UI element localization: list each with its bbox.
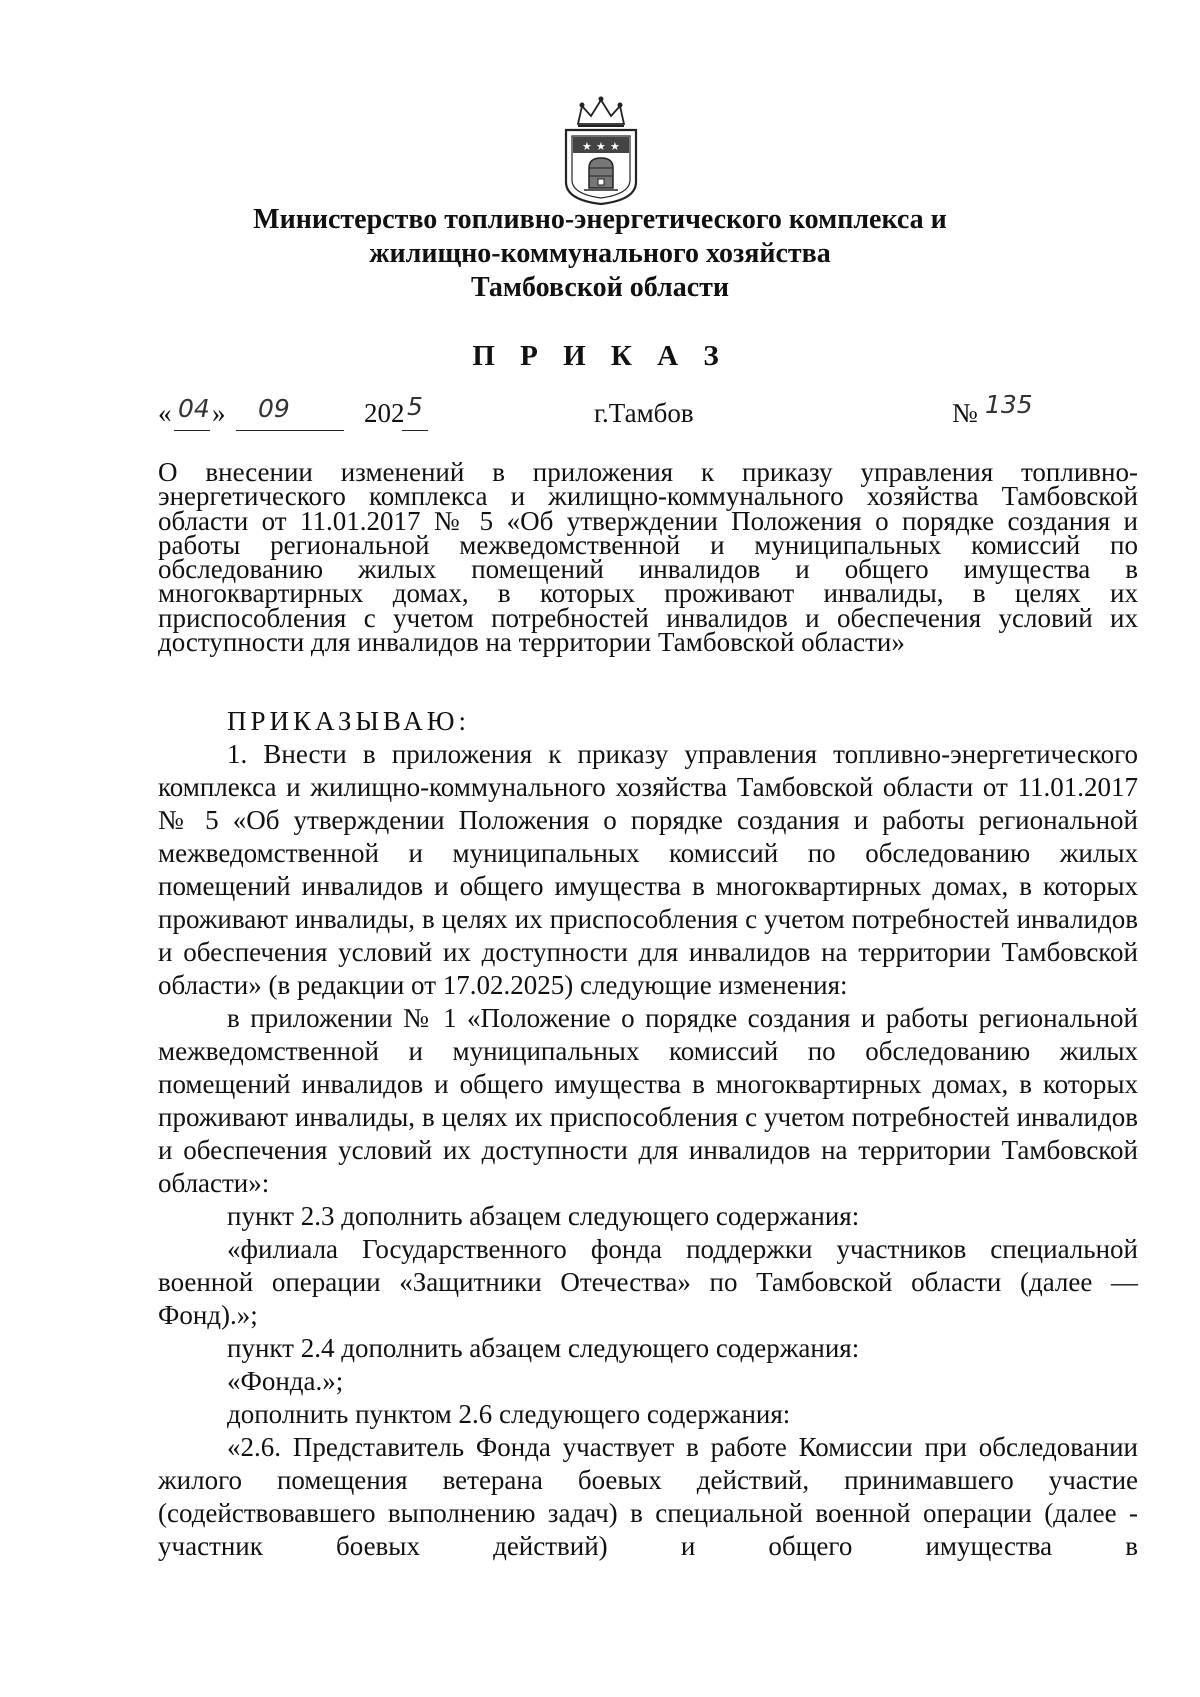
- day-underline: [174, 430, 210, 431]
- paragraph-7: дополнить пунктом 2.6 следующего содержания:: [227, 1399, 791, 1429]
- handwritten-number: 135: [985, 390, 1033, 419]
- coat-of-arms-icon: [556, 96, 646, 206]
- handwritten-year-digit: 5: [407, 392, 423, 421]
- paragraph-8: «2.6. Представитель Фонда участвует в работе Комиссии при обследовании жилого помещения ветерана боевых действий, принимавшего участие (содействовавшего выполнению задач) в специальной военной операции (далее - участник боевых действий) и общего имущества в: [158, 1432, 1138, 1561]
- number-label: №: [952, 398, 978, 428]
- paragraph-1: 1. Внести в приложения к приказу управления топливно-энергетического комплекса и жилищно-коммунального хозяйства Тамбовской области от 11.01.2017 № 5 «Об утверждении Положения о порядке создания и работы региональной межведомственной и муниципальных комиссий по обследованию жилых помещений инвалидов и общего имущества в многоквартирных домах, в которых проживают инвалиды, в целях их приспособления с учетом потребностей инвалидов и обеспечения условий их доступности для инвалидов на территории Тамбовской области» (в редакции от 17.02.2025) следующие изменения:: [158, 739, 1138, 1000]
- quote-open: «: [158, 398, 172, 428]
- order-body: [158, 705, 1138, 1563]
- handwritten-month: 09: [258, 394, 290, 423]
- svg-text:★: ★: [582, 140, 592, 153]
- city: г.Тамбов: [594, 398, 694, 428]
- ministry-name-line-1: Министерство топливно-энергетического комплекса и: [253, 204, 947, 235]
- ministry-name-line-2: жилищно-коммунального хозяйства: [369, 238, 831, 269]
- year-prefix: 202: [364, 398, 405, 428]
- paragraph-2: в приложении № 1 «Положение о порядке создания и работы региональной межведомственной и муниципальных комиссий по обследованию жилых помещений инвалидов и общего имущества в многоквартирных домах, в которых проживают инвалиды, в целях их приспособления с учетом потребностей инвалидов и обеспечения условий их доступности для инвалидов на территории Тамбовской области»:: [158, 1003, 1138, 1198]
- order-heading: ПРИКАЗЫВАЮ:: [227, 706, 470, 736]
- document-type-title: П Р И К А З: [472, 340, 728, 372]
- ministry-name: [150, 203, 1050, 305]
- paragraph-4: «филиала Государственного фонда поддержки участников специальной военной операции «Защитники Отечества» по Тамбовской области (далее — Фонд).»;: [158, 1234, 1138, 1330]
- month-underline: [236, 430, 344, 431]
- svg-text:★: ★: [610, 140, 620, 153]
- quote-close: »: [212, 398, 226, 428]
- svg-text:★: ★: [596, 140, 606, 153]
- handwritten-day: 04: [178, 394, 210, 423]
- paragraph-5: пункт 2.4 дополнить абзацем следующего содержания:: [227, 1333, 860, 1363]
- year-underline: [402, 430, 428, 431]
- paragraph-3: пункт 2.3 дополнить абзацем следующего содержания:: [227, 1201, 860, 1231]
- paragraph-6: «Фонда.»;: [227, 1366, 344, 1396]
- date-line: [0, 390, 1200, 438]
- order-subject: О внесении изменений в приложения к приказу управления топливно-энергетического комплекса и жилищно-коммунального хозяйства Тамбовской области от 11.01.2017 № 5 «Об утверждении Положения о порядке создания и работы региональной межведомственной и муниципальных комиссий по обследованию жилых помещений инвалидов и общего имущества в многоквартирных домах, в которых проживают инвалиды, в целях их приспособления с учетом потребностей инвалидов и обеспечения условий их доступности для инвалидов на территории Тамбовской области»: [158, 457, 1138, 658]
- ministry-name-line-3: Тамбовской области: [470, 272, 730, 303]
